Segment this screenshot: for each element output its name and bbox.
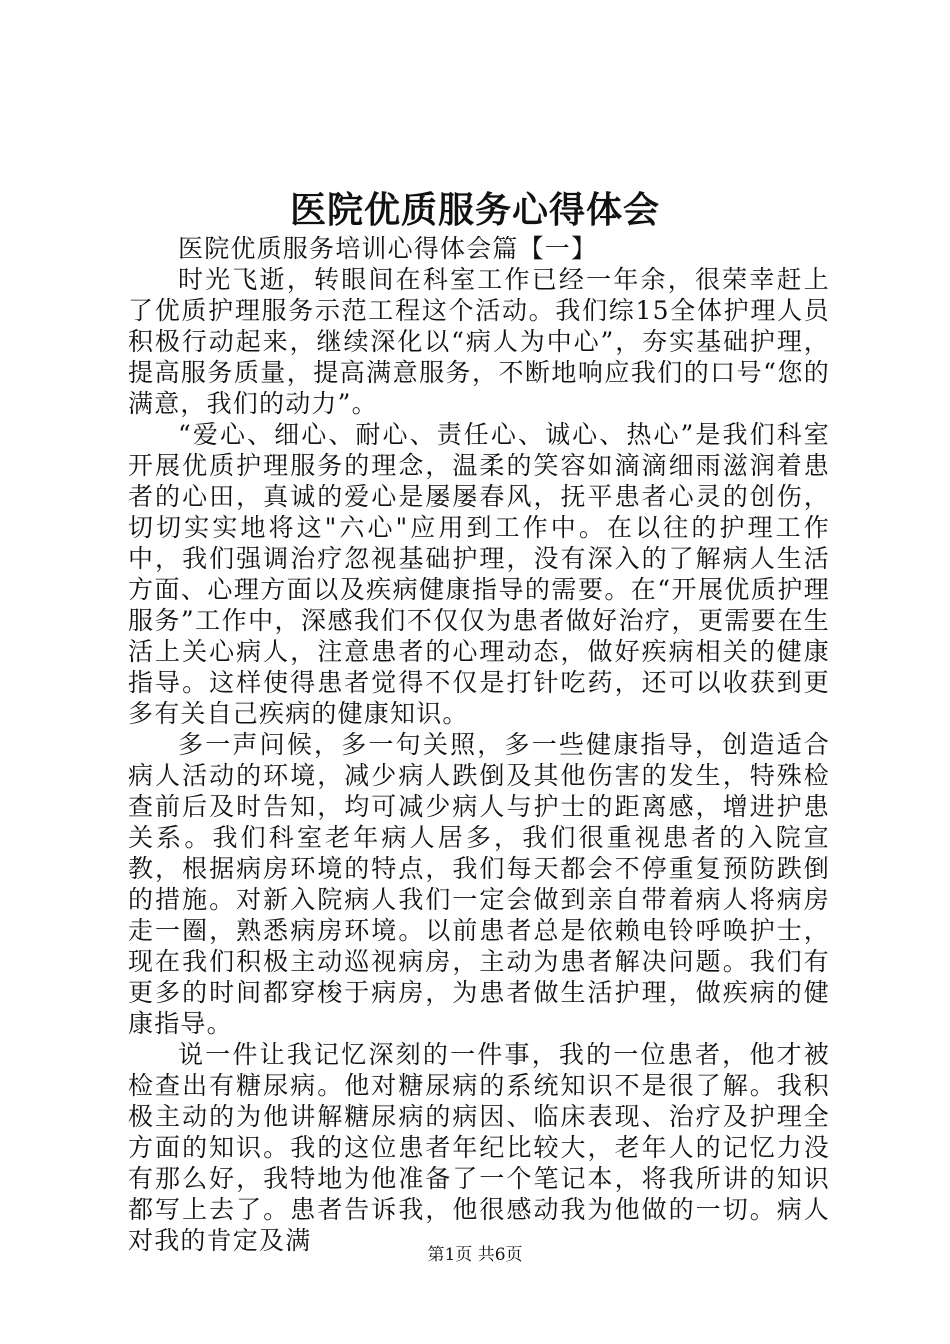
- document-title: 医院优质服务心得体会: [289, 189, 660, 231]
- page-number-footer: 第1页 共6页: [427, 1245, 523, 1265]
- section-subtitle: 医院优质服务培训心得体会篇【一】: [178, 234, 598, 263]
- document-body: [128, 233, 830, 1256]
- paragraph-4: 说一件让我记忆深刻的一件事，我的一位患者，他才被检查出有糖尿病。他对糖尿病的系统知识不是很了解。我积极主动的为他讲解糖尿病的病因、临床表现、治疗及护理全方面的知识。我的这位患者年纪比较大，老年人的记忆力没有那么好，我特地为他准备了一个笔记本，将我所讲的知识都写上去了。患者告诉我，他很感动我为他做的一切。病人对我的肯定及满: [128, 1040, 830, 1255]
- paragraph-1: 时光飞逝，转眼间在科室工作已经一年余，很荣幸赶上了优质护理服务示范工程这个活动。我们综15全体护理人员积极行动起来，继续深化以“病人为中心”，夯实基础护理，提高服务质量，提高满意服务，不断地响应我们的口号“您的满意，我们的动力”。: [128, 265, 830, 418]
- paragraph-3: 多一声问候，多一句关照，多一些健康指导，创造适合病人活动的环境，减少病人跌倒及其他伤害的发生，特殊检查前后及时告知，均可减少病人与护士的距离感，增进护患关系。我们科室老年病人居多，我们很重视患者的入院宣教，根据病房环境的特点，我们每天都会不停重复预防跌倒的措施。对新入院病人我们一定会做到亲自带着病人将病房走一圈，熟悉病房环境。以前患者总是依赖电铃呼唤护士，现在我们积极主动巡视病房，主动为患者解决问题。我们有更多的时间都穿梭于病房，为患者做生活护理，做疾病的健康指导。: [128, 730, 830, 1038]
- paragraph-2: “爱心、细心、耐心、责任心、诚心、热心”是我们科室开展优质护理服务的理念，温柔的笑容如滴滴细雨滋润着患者的心田，真诚的爱心是屡屡春风，抚平患者心灵的创伤，切切实实地将这"六心"应用到工作中。在以往的护理工作中，我们强调治疗忽视基础护理，没有深入的了解病人生活方面、心理方面以及疾病健康指导的需要。在“开展优质护理服务”工作中，深感我们不仅仅为患者做好治疗，更需要在生活上关心病人，注意患者的心理动态，做好疾病相关的健康指导。这样使得患者觉得不仅是打针吃药，还可以收获到更多有关自己疾病的健康知识。: [128, 420, 830, 728]
